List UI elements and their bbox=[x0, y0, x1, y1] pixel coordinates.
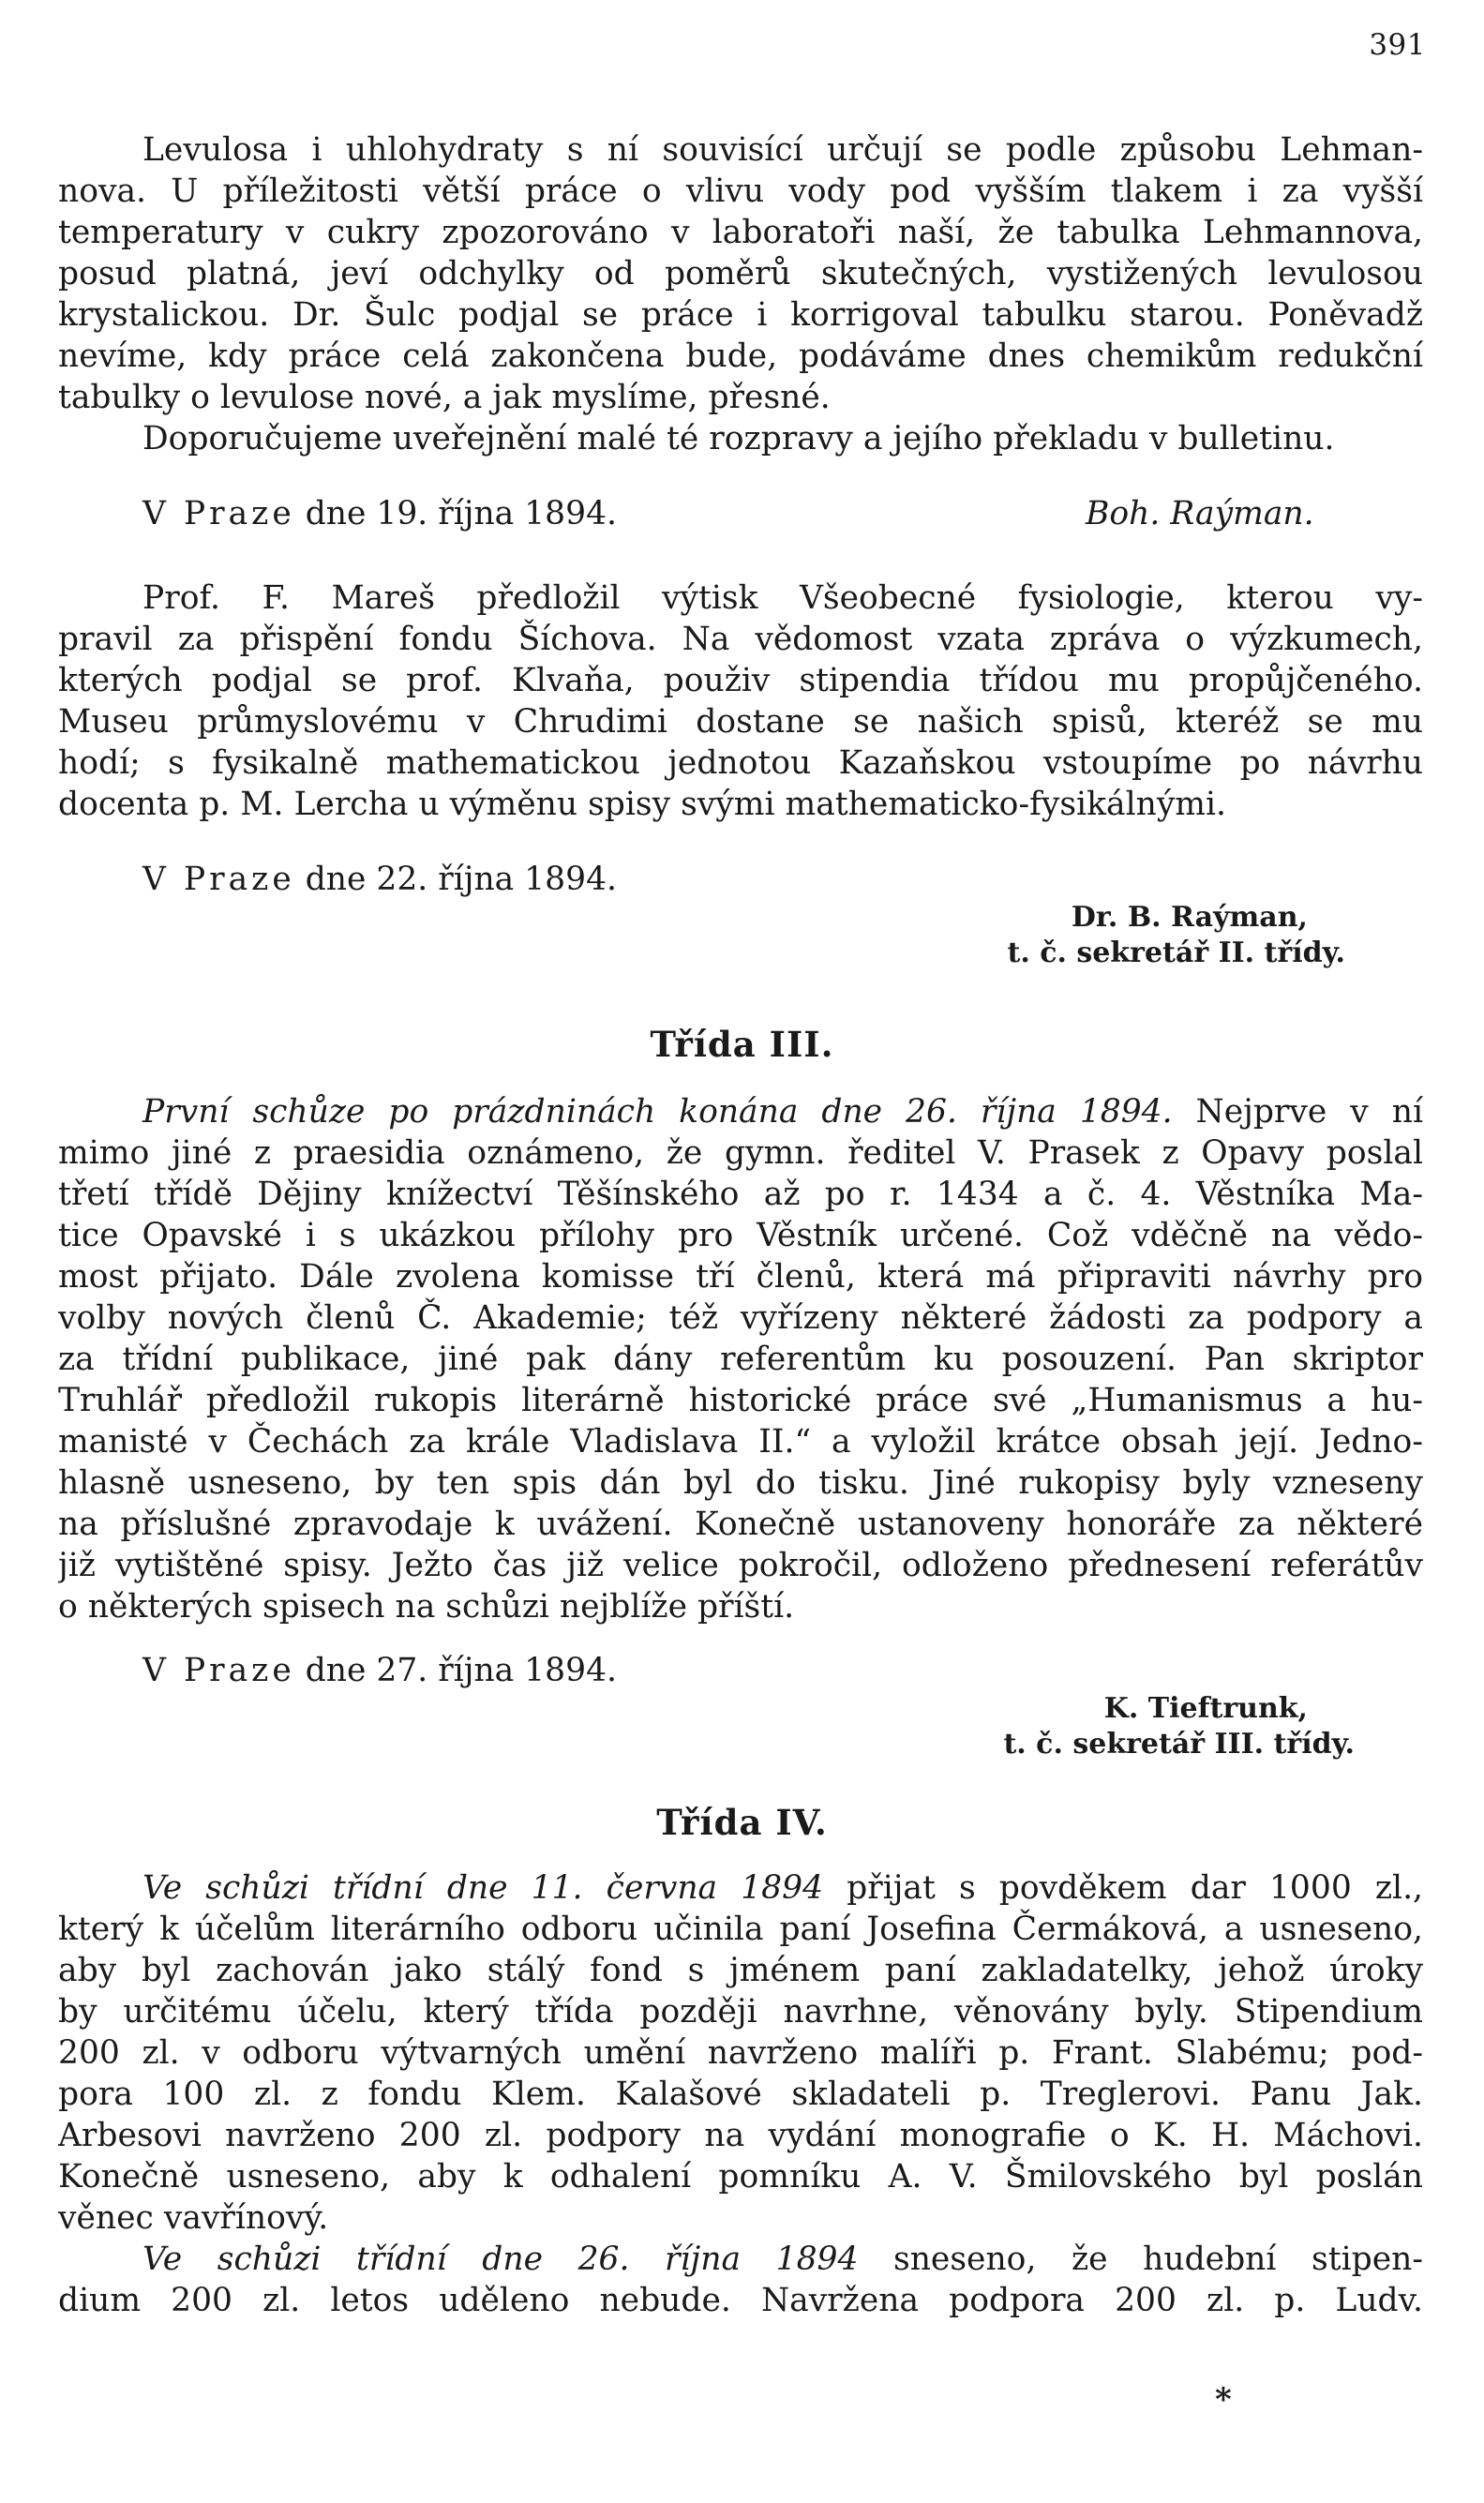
text-line: manisté v Čechách za krále Vladislava II.“ a vyložil krátce obsah její. Jedno- bbox=[58, 1423, 1423, 1461]
text-line: třetí třídě Dějiny knížectví Těšínského až po r. 1434 a č. 4. Věstníka Ma- bbox=[58, 1176, 1423, 1213]
text-line: Ve schůzi třídní dne 11. června 1894 přijat s povděkem dar 1000 zl., bbox=[142, 1869, 1423, 1907]
text-line: pravil za přispění fondu Šíchova. Na vědomost vzata zpráva o výzkumech, bbox=[58, 621, 1423, 658]
paragraph-levulosa bbox=[58, 129, 1423, 459]
text-line: 200 zl. v odboru výtvarných umění navrženo malíři p. Frant. Slabému; pod- bbox=[58, 2034, 1423, 2072]
text-line: Doporučujeme uveřejnění malé té rozpravy a jejího překladu v bulletinu. bbox=[142, 420, 1335, 457]
text-line: který k účelům literárního odboru učinila paní Josefina Čermáková, a usneseno, bbox=[58, 1911, 1423, 1948]
text-line: by určitému účelu, který třída později navrhne, věnovány byly. Stipendium bbox=[58, 1993, 1423, 2031]
signature-name: K. Tieftrunk, bbox=[1103, 1692, 1308, 1725]
signature-name: Dr. B. Raýman, bbox=[1071, 901, 1308, 934]
italic-lead: Ve schůzi třídní dne 11. června 1894 bbox=[142, 1869, 824, 1907]
text-line: pora 100 zl. z fondu Klem. Kalašové skladateli p. Treglerovi. Panu Jak. bbox=[58, 2076, 1423, 2113]
text-line: tice Opavské i s ukázkou přílohy pro Věstník určené. Což vděčně na vědo- bbox=[58, 1217, 1423, 1254]
text-line: kterých podjal se prof. Klvaňa, použiv stipendia třídou mu propůjčeného. bbox=[58, 662, 1423, 699]
text-line: nova. U příležitosti větší práce o vlivu vody pod vyšším tlakem i za vyšší bbox=[58, 172, 1423, 210]
date-prefix: V Praze bbox=[142, 1652, 295, 1689]
text-line: aby byl zachován jako stálý fond s jménem paní zakladatelky, jehož úroky bbox=[58, 1952, 1423, 1989]
section-heading-trida-iv: Třída IV. bbox=[656, 1802, 828, 1843]
text-line: most přijato. Dále zvolena komisse tří členů, která má připraviti návrhy pro bbox=[58, 1258, 1423, 1296]
text-line: věnec vavřínový. bbox=[58, 2199, 329, 2237]
footer-asterisk: * bbox=[1215, 2381, 1232, 2419]
date-line-3 bbox=[142, 1652, 617, 1689]
signature-block-3 bbox=[1003, 1691, 1355, 1762]
page-number: 391 bbox=[1369, 28, 1426, 62]
text-line: První schůze po prázdninách konána dne 26. října 1894. Nejprve v ní bbox=[142, 1093, 1423, 1131]
date-line-1 bbox=[142, 495, 617, 532]
text-line: dium 200 zl. letos uděleno nebude. Navržena podpora 200 zl. p. Ludv. bbox=[58, 2282, 1423, 2319]
date-rest: dne 19. října 1894. bbox=[305, 495, 617, 532]
text-line: za třídní publikace, jiné pak dány referentům ku posouzení. Pan skriptor bbox=[58, 1341, 1423, 1378]
signature-block-2 bbox=[1007, 900, 1345, 971]
text-line: temperatury v cukry zpozorováno v laboratoři naší, že tabulka Lehmannova, bbox=[58, 214, 1423, 251]
text-line: hodí; s fysikalně mathematickou jednotou Kazaňskou vstoupíme po návrhu bbox=[58, 744, 1423, 782]
section-heading-trida-iii: Třída III. bbox=[650, 1024, 834, 1065]
signature-rayman: Boh. Raýman. bbox=[1086, 495, 1314, 532]
text-line: na příslušné zpravodaje k uvážení. Konečně ustanoveny honoráře za některé bbox=[58, 1506, 1423, 1543]
text-line: mimo jiné z praesidia oznámeno, že gymn. ředitel V. Prasek z Opavy poslal bbox=[58, 1134, 1423, 1172]
text-line: nevíme, kdy práce celá zakončena bude, podáváme dnes chemikům redukční bbox=[58, 337, 1423, 375]
text-line: o některých spisech na schůzi nejblíže příští. bbox=[58, 1588, 795, 1626]
text-line: Levulosa i uhlohydraty s ní souvisící určují se podle způsobu Lehman- bbox=[142, 131, 1423, 169]
paragraph-mares bbox=[58, 577, 1423, 825]
text-line: tabulky o levulose nové, a jak myslíme, přesné. bbox=[58, 379, 831, 416]
text-line: Konečně usneseno, aby k odhalení pomníku A. V. Šmilovského byl poslán bbox=[58, 2158, 1423, 2196]
text-line: Museu průmyslovému v Chrudimi dostane se našich spisů, kteréž se mu bbox=[58, 703, 1423, 741]
text-line: Ve schůzi třídní dne 26. října 1894 sneseno, že hudební stipen- bbox=[142, 2241, 1423, 2278]
date-prefix: V Praze bbox=[142, 861, 295, 898]
signature-title: t. č. sekretář II. třídy. bbox=[1007, 937, 1345, 969]
text-line: hlasně usneseno, by ten spis dán byl do tisku. Jiné rukopisy byly vzneseny bbox=[58, 1464, 1423, 1502]
text-line: volby nových členů Č. Akademie; též vyřízeny některé žádosti za podpory a bbox=[58, 1299, 1423, 1337]
text-line: docenta p. M. Lercha u výměnu spisy svými mathematicko-fysikálnými. bbox=[58, 786, 1227, 823]
italic-lead: První schůze po prázdninách konána dne 26. října 1894. bbox=[142, 1093, 1173, 1131]
text-line: krystalickou. Dr. Šulc podjal se práce i korrigoval tabulku starou. Poněvadž bbox=[58, 296, 1423, 334]
paragraph-trida-iv-june bbox=[58, 1867, 1423, 2321]
date-prefix: V Praze bbox=[142, 495, 295, 532]
text-line: Arbesovi navrženo 200 zl. podpory na vydání monografie o K. H. Máchovi. bbox=[58, 2117, 1423, 2154]
text-line: posud platná, jeví odchylky od poměrů skutečných, vystižených levulosou bbox=[58, 255, 1423, 292]
text-line: Truhlář předložil rukopis literárně historické práce své „Humanismus a hu- bbox=[58, 1382, 1423, 1419]
date-line-2 bbox=[142, 861, 617, 898]
text-line: již vytištěné spisy. Ježto čas již velice pokročil, odloženo přednesení referátův bbox=[58, 1547, 1423, 1584]
date-rest: dne 22. října 1894. bbox=[305, 861, 617, 898]
italic-lead: Ve schůzi třídní dne 26. října 1894 bbox=[142, 2241, 859, 2278]
signature-title: t. č. sekretář III. třídy. bbox=[1003, 1728, 1355, 1761]
text-line: Prof. F. Mareš předložil výtisk Všeobecné fysiologie, kterou vy- bbox=[142, 579, 1423, 617]
date-rest: dne 27. října 1894. bbox=[305, 1652, 617, 1689]
paragraph-trida-iii bbox=[58, 1091, 1423, 1627]
